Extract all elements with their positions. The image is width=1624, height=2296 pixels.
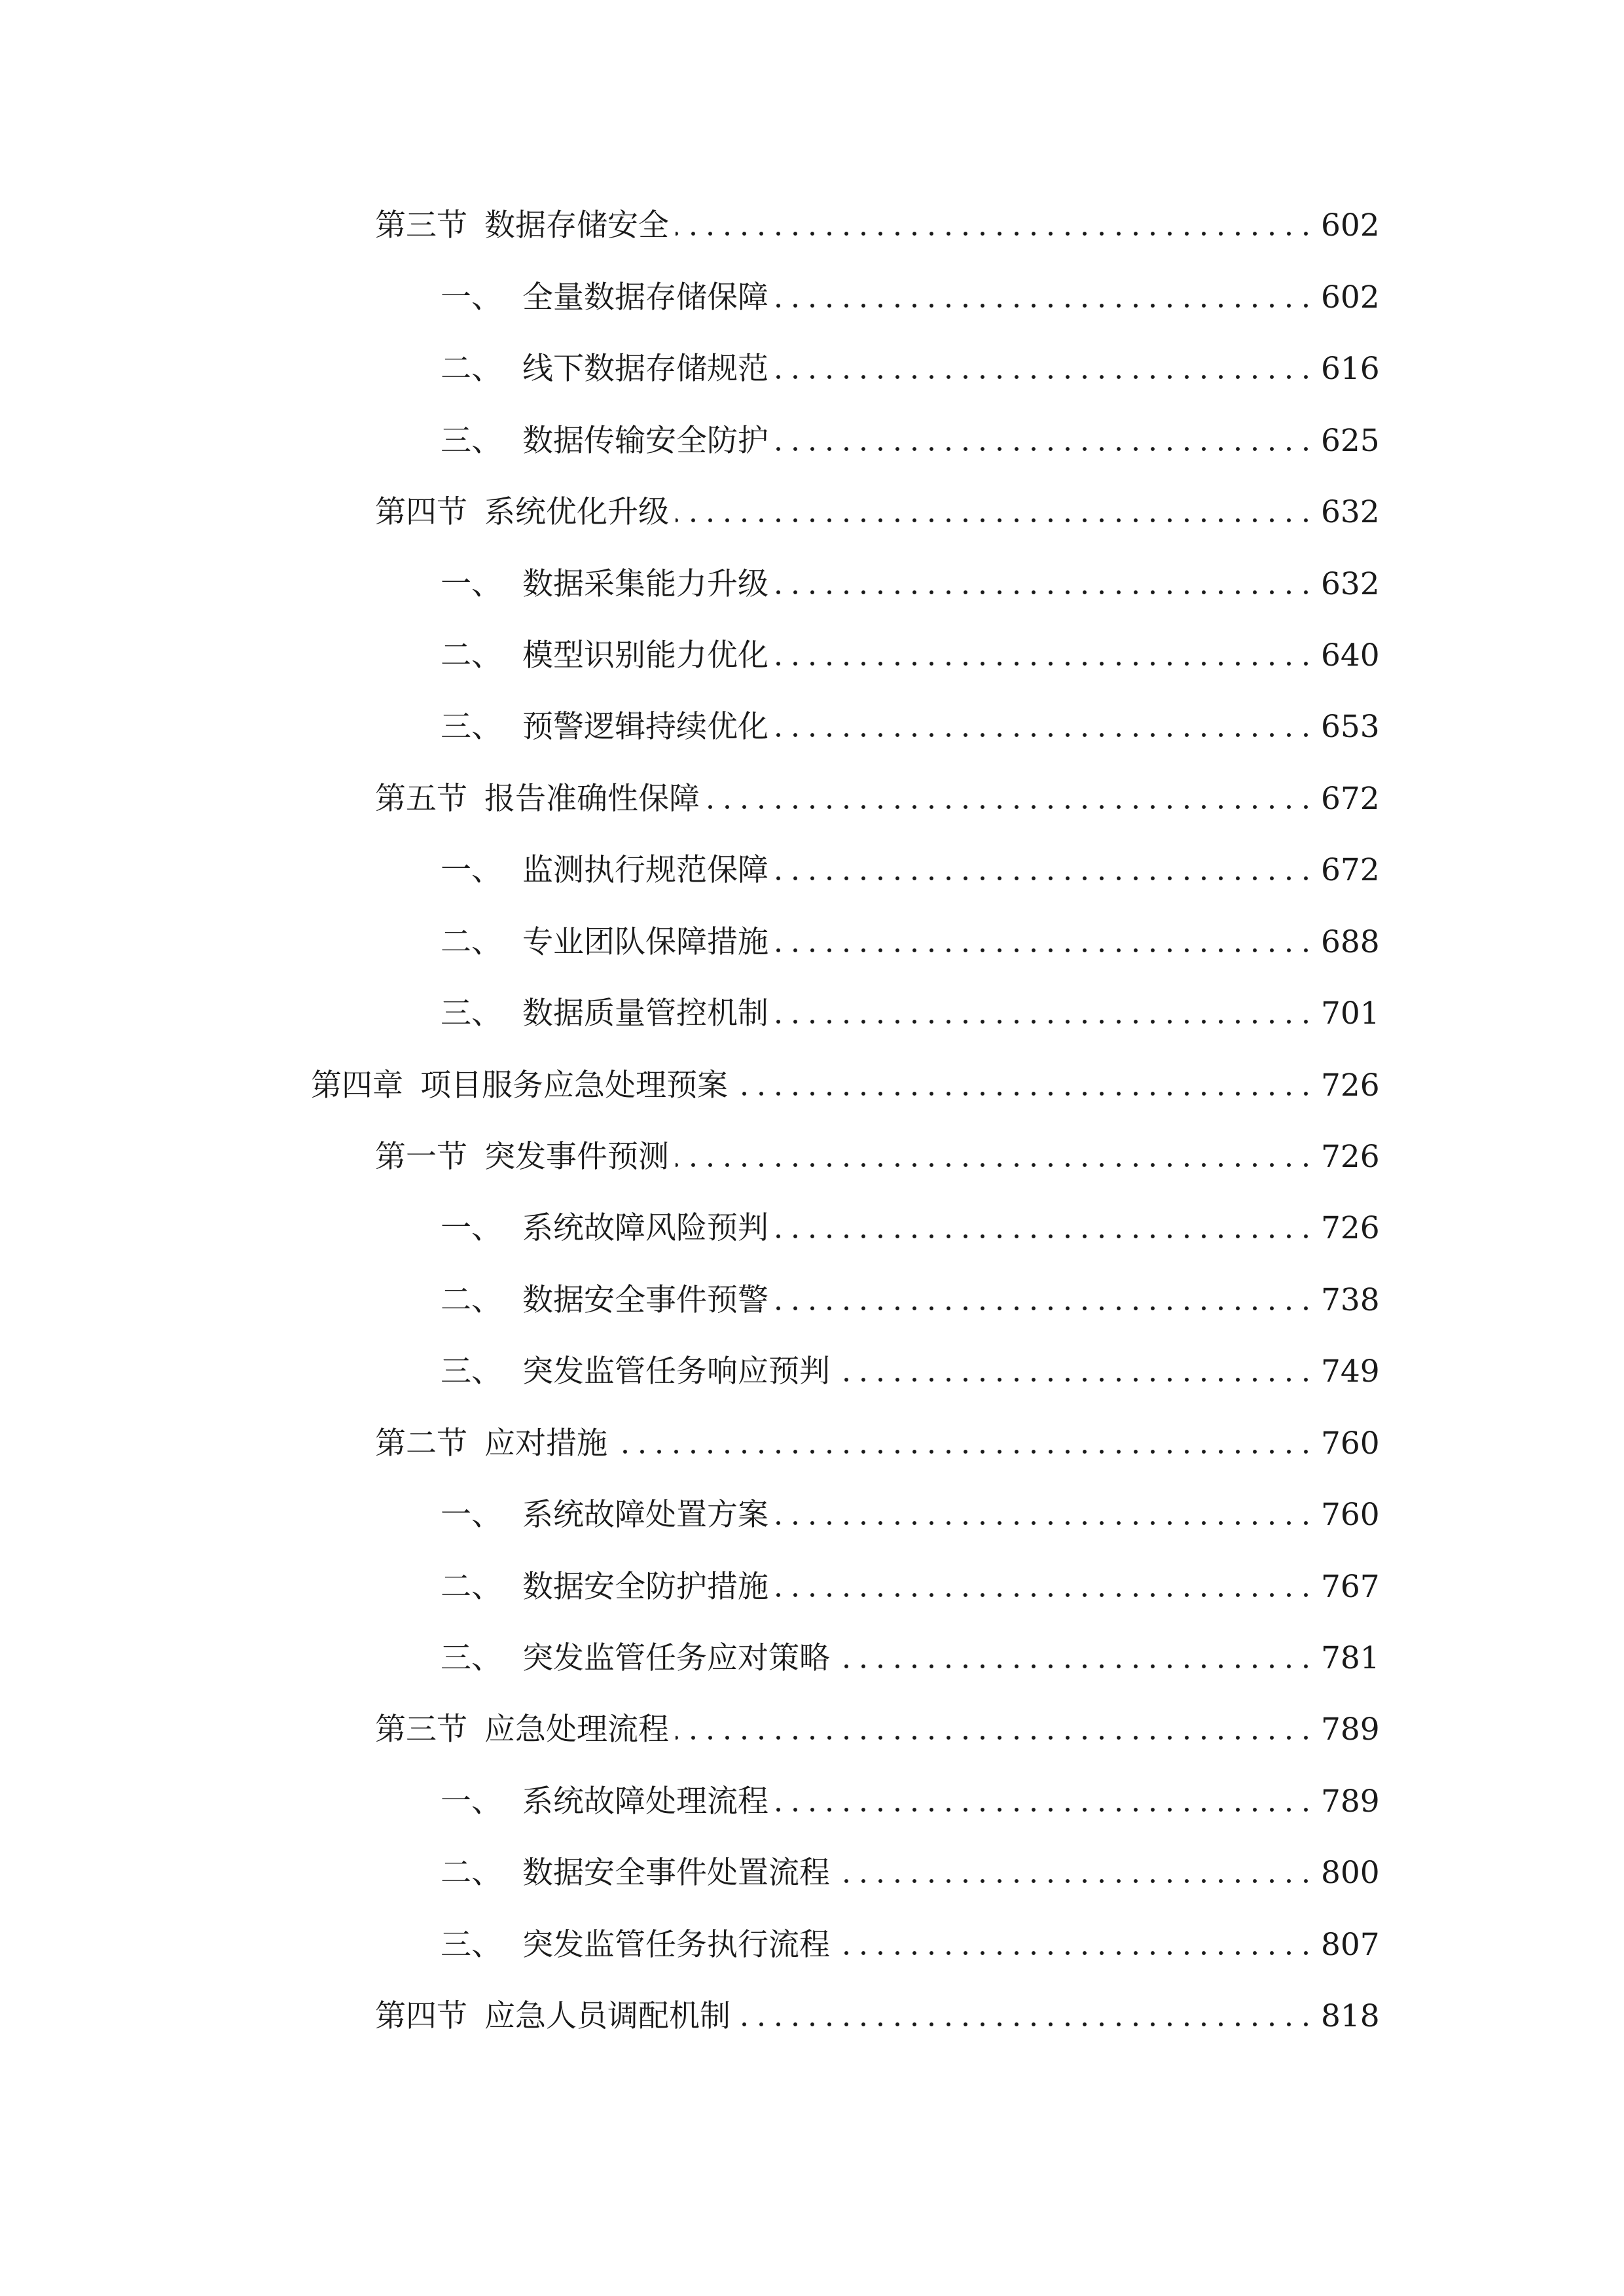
toc-entry-page: 818 [1321,1998,1380,2034]
toc-entry-item[interactable] [441,552,1380,604]
toc-entry-title: 突发监管任务响应预判 [522,1354,830,1390]
toc-entry-title: 数据安全事件处置流程 [522,1855,830,1891]
dot-leader [775,1520,1314,1526]
dot-leader [737,2022,1314,2027]
toc-entry-title: 模型识别能力优化 [522,637,768,673]
toc-entry-page: 616 [1321,351,1380,387]
toc-entry-page: 749 [1321,1354,1380,1390]
toc-entry-title: 应急人员调配机制 [484,1998,731,2034]
toc-entry-number: 一、 [441,1210,502,1246]
toc-entry-number: 三、 [441,709,502,745]
toc-entry-number: 一、 [441,566,502,602]
toc-entry-title: 数据安全防护措施 [522,1569,768,1605]
toc-entry-item[interactable] [441,1840,1380,1893]
toc-entry-page: 726 [1321,1210,1380,1246]
dot-leader [775,303,1314,308]
dot-leader [775,446,1314,452]
toc-entry-number: 三、 [441,423,502,459]
toc-entry-section[interactable] [375,1411,1380,1463]
toc-entry-number: 第三节 [375,1712,467,1748]
toc-entry-number: 第一节 [375,1139,467,1175]
toc-entry-item[interactable] [441,1912,1380,1965]
toc-entry-title: 数据存储安全 [484,207,669,243]
toc-entry-title: 突发监管任务执行流程 [522,1927,830,1963]
toc-entry-number: 第三节 [375,207,467,243]
toc-entry-item[interactable] [441,1339,1380,1391]
toc-entry-page: 760 [1321,1426,1380,1462]
toc-entry-page: 632 [1321,566,1380,602]
dot-leader [676,518,1314,523]
toc-entry-title: 项目服务应急处理预案 [420,1067,728,1103]
toc-entry-item[interactable] [441,1268,1380,1320]
toc-entry-page: 789 [1321,1784,1380,1820]
toc-entry-title: 突发监管任务应对策略 [522,1640,830,1676]
toc-entry-number: 二、 [441,1282,502,1318]
toc-entry-number: 一、 [441,852,502,888]
toc-entry-page: 672 [1321,852,1380,888]
toc-entry-page: 625 [1321,423,1380,459]
toc-entry-chapter[interactable] [311,1053,1380,1105]
toc-entry-page: 726 [1321,1067,1380,1103]
toc-entry-title: 线下数据存储规范 [522,351,768,387]
dot-leader [837,1950,1314,1956]
toc-entry-number: 一、 [441,1497,502,1533]
dot-leader [775,1019,1314,1024]
toc-entry-page: 602 [1321,279,1380,315]
toc-entry-title: 数据安全事件预警 [522,1282,768,1318]
toc-entry-page: 760 [1321,1497,1380,1533]
toc-entry-section[interactable] [375,480,1380,532]
toc-entry-page: 800 [1321,1855,1380,1891]
toc-entry-number: 三、 [441,1927,502,1963]
toc-entry-item[interactable] [441,981,1380,1033]
toc-entry-page: 688 [1321,924,1380,960]
dot-leader [775,732,1314,738]
toc-entry-page: 632 [1321,494,1380,530]
toc-entry-item[interactable] [441,1769,1380,1821]
dot-leader [734,1091,1314,1096]
dot-leader [775,1807,1314,1812]
dot-leader [775,876,1314,881]
toc-entry-number: 第四章 [311,1067,403,1103]
toc-entry-page: 672 [1321,781,1380,817]
toc-entry-number: 二、 [441,1855,502,1891]
toc-entry-item[interactable] [441,1196,1380,1248]
toc-entry-item[interactable] [441,910,1380,962]
toc-entry-title: 系统故障处置方案 [522,1497,768,1533]
dot-leader [775,374,1314,380]
toc-entry-number: 第四节 [375,1998,467,2034]
toc-entry-item[interactable] [441,838,1380,890]
toc-entry-page: 789 [1321,1712,1380,1748]
toc-entry-item[interactable] [441,694,1380,747]
dot-leader [676,231,1314,236]
toc-entry-title: 突发事件预测 [484,1139,669,1175]
toc-entry-page: 602 [1321,207,1380,243]
toc-entry-number: 二、 [441,1569,502,1605]
toc-entry-title: 监测执行规范保障 [522,852,768,888]
toc-entry-page: 738 [1321,1282,1380,1318]
dot-leader [676,1735,1314,1740]
toc-entry-number: 三、 [441,1354,502,1390]
toc-entry-item[interactable] [441,265,1380,317]
toc-entry-section[interactable] [375,766,1380,819]
toc-entry-page: 640 [1321,637,1380,673]
toc-entry-title: 报告准确性保障 [484,781,700,817]
dot-leader [837,1664,1314,1669]
toc-entry-page: 767 [1321,1569,1380,1605]
toc-entry-title: 数据质量管控机制 [522,996,768,1031]
dot-leader [775,1306,1314,1311]
toc-entry-item[interactable] [441,1626,1380,1678]
toc-entry-page: 701 [1321,996,1380,1031]
dot-leader [775,1234,1314,1239]
toc-entry-title: 应对措施 [484,1426,607,1462]
toc-entry-title: 数据传输安全防护 [522,423,768,459]
toc-entry-section[interactable] [375,1697,1380,1749]
toc-entry-page: 807 [1321,1927,1380,1963]
toc-entry-number: 第四节 [375,494,467,530]
toc-entry-item[interactable] [441,336,1380,389]
toc-entry-section[interactable] [375,1124,1380,1177]
toc-entry-title: 预警逻辑持续优化 [522,709,768,745]
toc-entry-number: 三、 [441,1640,502,1676]
dot-leader [775,1592,1314,1598]
toc-entry-title: 专业团队保障措施 [522,924,768,960]
toc-entry-number: 一、 [441,1784,502,1820]
toc-entry-item[interactable] [441,408,1380,461]
toc-entry-number: 二、 [441,351,502,387]
toc-entry-number: 第五节 [375,781,467,817]
dot-leader [837,1878,1314,1884]
toc-entry-item[interactable] [441,1482,1380,1535]
toc-entry-page: 726 [1321,1139,1380,1175]
toc-entry-title: 系统故障处理流程 [522,1784,768,1820]
toc-entry-section[interactable] [375,193,1380,245]
dot-leader [775,661,1314,666]
toc-entry-title: 系统优化升级 [484,494,669,530]
dot-leader [614,1449,1314,1454]
toc-entry-title: 数据采集能力升级 [522,566,768,602]
toc-entry-title: 系统故障风险预判 [522,1210,768,1246]
toc-entry-page: 781 [1321,1640,1380,1676]
toc-entry-item[interactable] [441,623,1380,675]
toc-entry-title: 应急处理流程 [484,1712,669,1748]
dot-leader [775,590,1314,595]
toc-entry-page: 653 [1321,709,1380,745]
toc-entry-section[interactable] [375,1984,1380,2036]
toc-entry-number: 二、 [441,924,502,960]
toc-entry-number: 第二节 [375,1426,467,1462]
toc-entry-number: 一、 [441,279,502,315]
toc-entry-title: 全量数据存储保障 [522,279,768,315]
dot-leader [676,1162,1314,1168]
dot-leader [706,804,1314,810]
toc-entry-item[interactable] [441,1554,1380,1607]
toc-entry-number: 二、 [441,637,502,673]
dot-leader [775,948,1314,953]
toc-entry-number: 三、 [441,996,502,1031]
dot-leader [837,1377,1314,1382]
